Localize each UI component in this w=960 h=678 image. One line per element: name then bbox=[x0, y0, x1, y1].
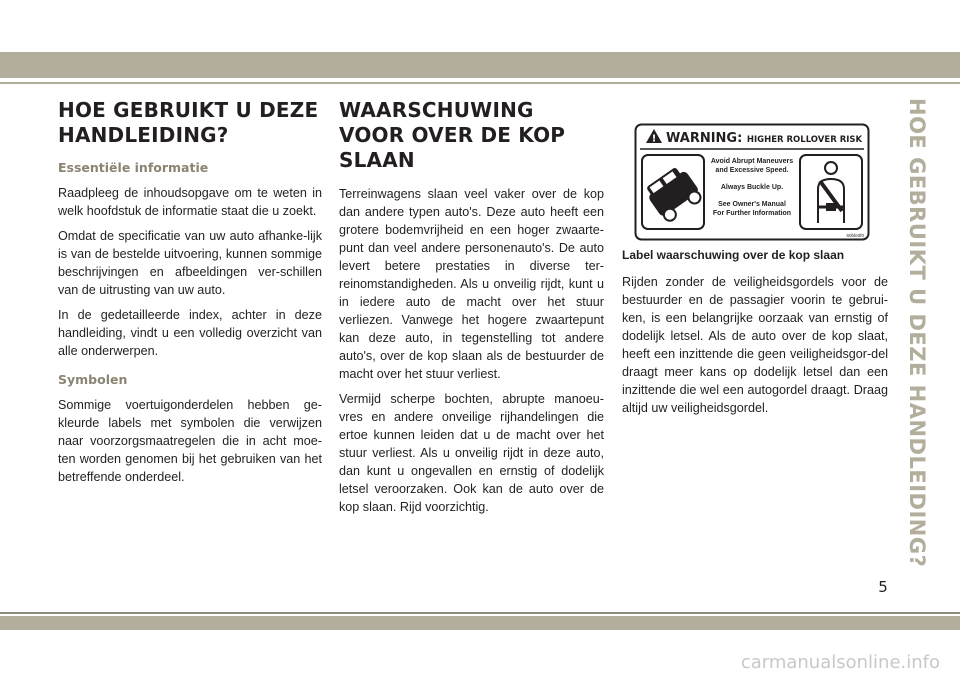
warning-label-header: HIGHER ROLLOVER RISK bbox=[746, 135, 863, 145]
subheading-essential-info: Essentiële informatie bbox=[58, 160, 209, 175]
footer-band bbox=[0, 616, 960, 630]
svg-text:!: ! bbox=[651, 133, 657, 145]
warning-line-1: Avoid Abrupt Maneuvers bbox=[710, 158, 794, 165]
header-rule bbox=[0, 82, 960, 84]
column-rollover-warning bbox=[339, 98, 604, 523]
section-title-rollover: WAARSCHUWING VOOR OVER DE KOP SLAAN bbox=[339, 98, 566, 172]
paragraph: Sommige voertuigonderdelen hebben ge-kleurde labels met symbolen die verwijzen naar voorzorgsmaatregelen die in acht moe-ten worden genomen bij het gebruiken van het betreffende onderdeel. bbox=[58, 398, 322, 484]
warning-line-3: Always Buckle Up. bbox=[720, 184, 784, 191]
paragraph: Omdat de specificatie van uw auto afhanke-lijk is van de bestelde uitvoering, kunnen sommige beschrijvingen en afbeeldingen ver-schillen van de uitrusting van uw auto. bbox=[58, 229, 322, 297]
paragraph: Vermijd scherpe bochten, abrupte manoeu-vres en andere onveilige rijhandelingen die ertoe kunnen leiden dat u de macht over het stuur verliest. Als u onveilig rijdt in deze auto, dan kunt u ongevallen en ernstig of dodelijk letsel veroorzaken. Ook kan de auto over de kop slaan. Rijd voorzichtig. bbox=[339, 392, 604, 514]
column-how-to-use bbox=[58, 98, 322, 493]
chapter-side-title: HOE GEBRUIKT U DEZE HANDLEIDING? bbox=[905, 98, 929, 568]
warning-line-4: See Owner's Manual bbox=[718, 201, 786, 208]
paragraph: Raadpleeg de inhoudsopgave om te weten in welk hoofdstuk de informatie staat die u zoekt. bbox=[58, 186, 322, 218]
page-number: 5 bbox=[878, 578, 888, 596]
header-band bbox=[0, 52, 960, 78]
figure-caption: Label waarschuwing over de kop slaan bbox=[622, 248, 845, 262]
paragraph: Rijden zonder de veiligheidsgordels voor de bestuurder en de passagier voorin te gebrui-ken, is een belangrijke oorzaak van ernstig of dodelijk letsel. Als de auto over de kop slaat, heeft een inzittende die geen veiligheidsgor-del draagt meer kans op dodelijk letsel dan een inzittende die wel een autogordel draagt. Draag altijd uw veiligheidsgordel. bbox=[622, 275, 888, 415]
section-title-how-to-use: HOE GEBRUIKT U DEZE HANDLEIDING? bbox=[58, 98, 319, 147]
column-warning-label bbox=[622, 98, 888, 424]
subheading-symbols: Symbolen bbox=[58, 372, 128, 387]
footer-rule bbox=[0, 612, 960, 614]
watermark: carmanualsonline.info bbox=[740, 652, 940, 673]
paragraph: Terreinwagens slaan veel vaker over de kop dan andere typen auto's. Deze auto heeft een grotere bodemvrijheid en een hoger zwaarte-punt dan veel andere personenauto's. De auto levert betere prestaties in diverse ter-reinomstandigheden. Als u onveilig rijdt, kunt u in iedere auto de macht over het stuur verliezen. Vanwege het hogere zwaartepunt kan deze auto, in tegenstelling tot andere auto's, over de kop slaan als de bestuurder de macht over het stuur verliest. bbox=[339, 187, 604, 381]
paragraph: In de gedetailleerde index, achter in deze handleiding, vindt u een volledig overzicht van alle onderwerpen. bbox=[58, 308, 322, 358]
warning-line-2: and Excessive Speed. bbox=[715, 167, 789, 174]
image-code: 60bfe0f0 bbox=[846, 233, 864, 238]
warning-label-graphic bbox=[634, 123, 870, 241]
rollover-warning-label-figure bbox=[634, 123, 870, 241]
warning-line-5: For Further Information bbox=[712, 210, 792, 217]
warning-label-bold: WARNING: bbox=[666, 131, 743, 146]
